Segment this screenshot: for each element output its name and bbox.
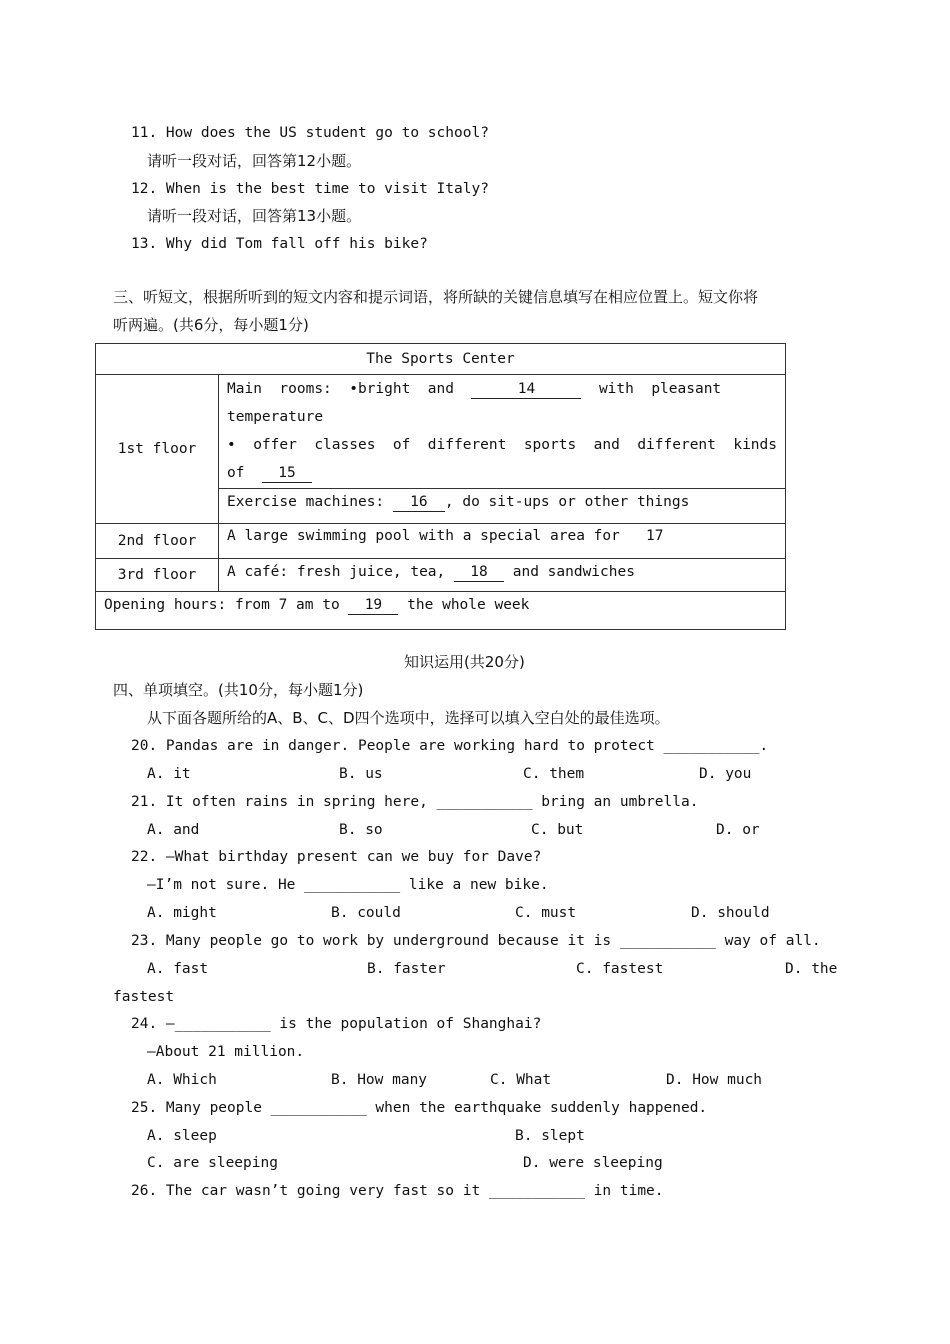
table-caption-text: The Sports Center [366, 351, 515, 367]
question-23: 23. Many people go to work by underground because it is ___________ way of all. [131, 933, 821, 949]
question-25: 25. Many people ___________ when the earthquake suddenly happened. [131, 1100, 708, 1116]
floor1-cell [96, 375, 219, 524]
section4-instruction: 从下面各题所给的A、B、C、D四个选项中，选择可以填入空白处的最佳选项。 [147, 709, 670, 727]
question-22-response: —I’m not sure. He ___________ like a new bike. [147, 877, 549, 893]
table-caption [96, 344, 786, 375]
q20-option-b: B. us [339, 766, 383, 782]
q23-option-c: C. fastest [576, 961, 664, 977]
q23-option-a: A. fast [147, 961, 209, 977]
hours-line [96, 592, 785, 619]
q23-option-b: B. faster [367, 961, 446, 977]
blank-19: 19 [348, 596, 398, 615]
hours-after: the whole week [407, 597, 530, 613]
floor3-label: 3rd floor [117, 567, 197, 583]
exercise-line [219, 489, 785, 516]
q20-option-a: A. it [147, 766, 191, 782]
sports-center-table [95, 343, 786, 630]
q24-option-c: C. What [490, 1072, 552, 1088]
instruction-13: 请听一段对话，回答第13小题。 [147, 207, 362, 225]
of-label: of [227, 465, 245, 481]
of-line [227, 459, 777, 487]
question-26: 26. The car wasn’t going very fast so it ___________ in time. [131, 1183, 664, 1199]
hours-cell [96, 592, 786, 630]
temperature-text: temperature [227, 409, 324, 425]
blank-18: 18 [454, 563, 504, 582]
exercise-after: , do sit-ups or other things [444, 494, 690, 510]
section-heading: 知识运用(共20分) [404, 653, 525, 671]
q25-option-a: A. sleep [147, 1128, 217, 1144]
q22-option-a: A. might [147, 905, 217, 921]
floor2-label: 2nd floor [117, 533, 197, 549]
cafe-cell [219, 559, 786, 592]
floor1-label: 1st floor [117, 441, 197, 457]
question-24-response: —About 21 million. [147, 1044, 305, 1060]
section3-title-line1: 三、听短文，根据所听到的短文内容和提示词语，将所缺的关键信息填写在相应位置上。短文你将 [113, 288, 759, 306]
main-rooms-after: with pleasant [598, 381, 722, 397]
blank-15: 15 [262, 464, 312, 483]
blank-16: 16 [393, 493, 445, 512]
question-22: 22. —What birthday present can we buy for Dave? [131, 849, 542, 865]
question-12: 12. When is the best time to visit Italy? [131, 181, 489, 197]
instruction-12: 请听一段对话，回答第12小题。 [147, 152, 362, 170]
q22-option-b: B. could [331, 905, 401, 921]
question-24: 24. —___________ is the population of Shanghai? [131, 1016, 542, 1032]
q25-option-d: D. were sleeping [523, 1155, 663, 1171]
q23-option-d-wrap: fastest [113, 989, 175, 1005]
q23-option-d: D. the [785, 961, 838, 977]
q21-option-b: B. so [339, 822, 383, 838]
question-20: 20. Pandas are in danger. People are working hard to protect ___________. [131, 738, 769, 754]
cafe-after: and sandwiches [512, 564, 635, 580]
hours-before: Opening hours: from 7 am to [104, 597, 340, 613]
q21-option-d: D. or [716, 822, 760, 838]
question-13: 13. Why did Tom fall off his bike? [131, 236, 428, 252]
q22-option-c: C. must [515, 905, 577, 921]
q24-option-d: D. How much [666, 1072, 763, 1088]
q20-option-c: C. them [523, 766, 585, 782]
floor3-cell [96, 559, 219, 592]
q22-option-d: D. should [691, 905, 770, 921]
main-rooms-line [227, 375, 777, 403]
pool-cell [219, 524, 786, 559]
floor2-cell [96, 524, 219, 559]
pool-text: A large swimming pool with a special area for 17 [227, 528, 664, 544]
main-rooms-label: Main rooms: •bright and [227, 381, 454, 397]
exercise-cell [219, 489, 786, 524]
q25-option-c: C. are sleeping [147, 1155, 278, 1171]
section3-title-line2: 听两遍。(共6分，每小题1分) [113, 316, 309, 334]
q24-option-b: B. How many [331, 1072, 428, 1088]
blank-14: 14 [471, 380, 581, 399]
q20-option-d: D. you [699, 766, 752, 782]
question-11: 11. How does the US student go to school? [131, 125, 489, 141]
offer-classes-line: • offer classes of different sports and different kinds [227, 437, 777, 453]
q24-option-a: A. Which [147, 1072, 217, 1088]
main-rooms-cell [219, 375, 786, 489]
exercise-label: Exercise machines: [227, 494, 385, 510]
cafe-line [219, 559, 785, 586]
section4-title: 四、单项填空。(共10分，每小题1分) [113, 681, 364, 699]
question-21: 21. It often rains in spring here, ___________ bring an umbrella. [131, 794, 699, 810]
q21-option-a: A. and [147, 822, 200, 838]
q25-option-b: B. slept [515, 1128, 585, 1144]
q21-option-c: C. but [531, 822, 584, 838]
cafe-before: A café: fresh juice, tea, [227, 564, 446, 580]
